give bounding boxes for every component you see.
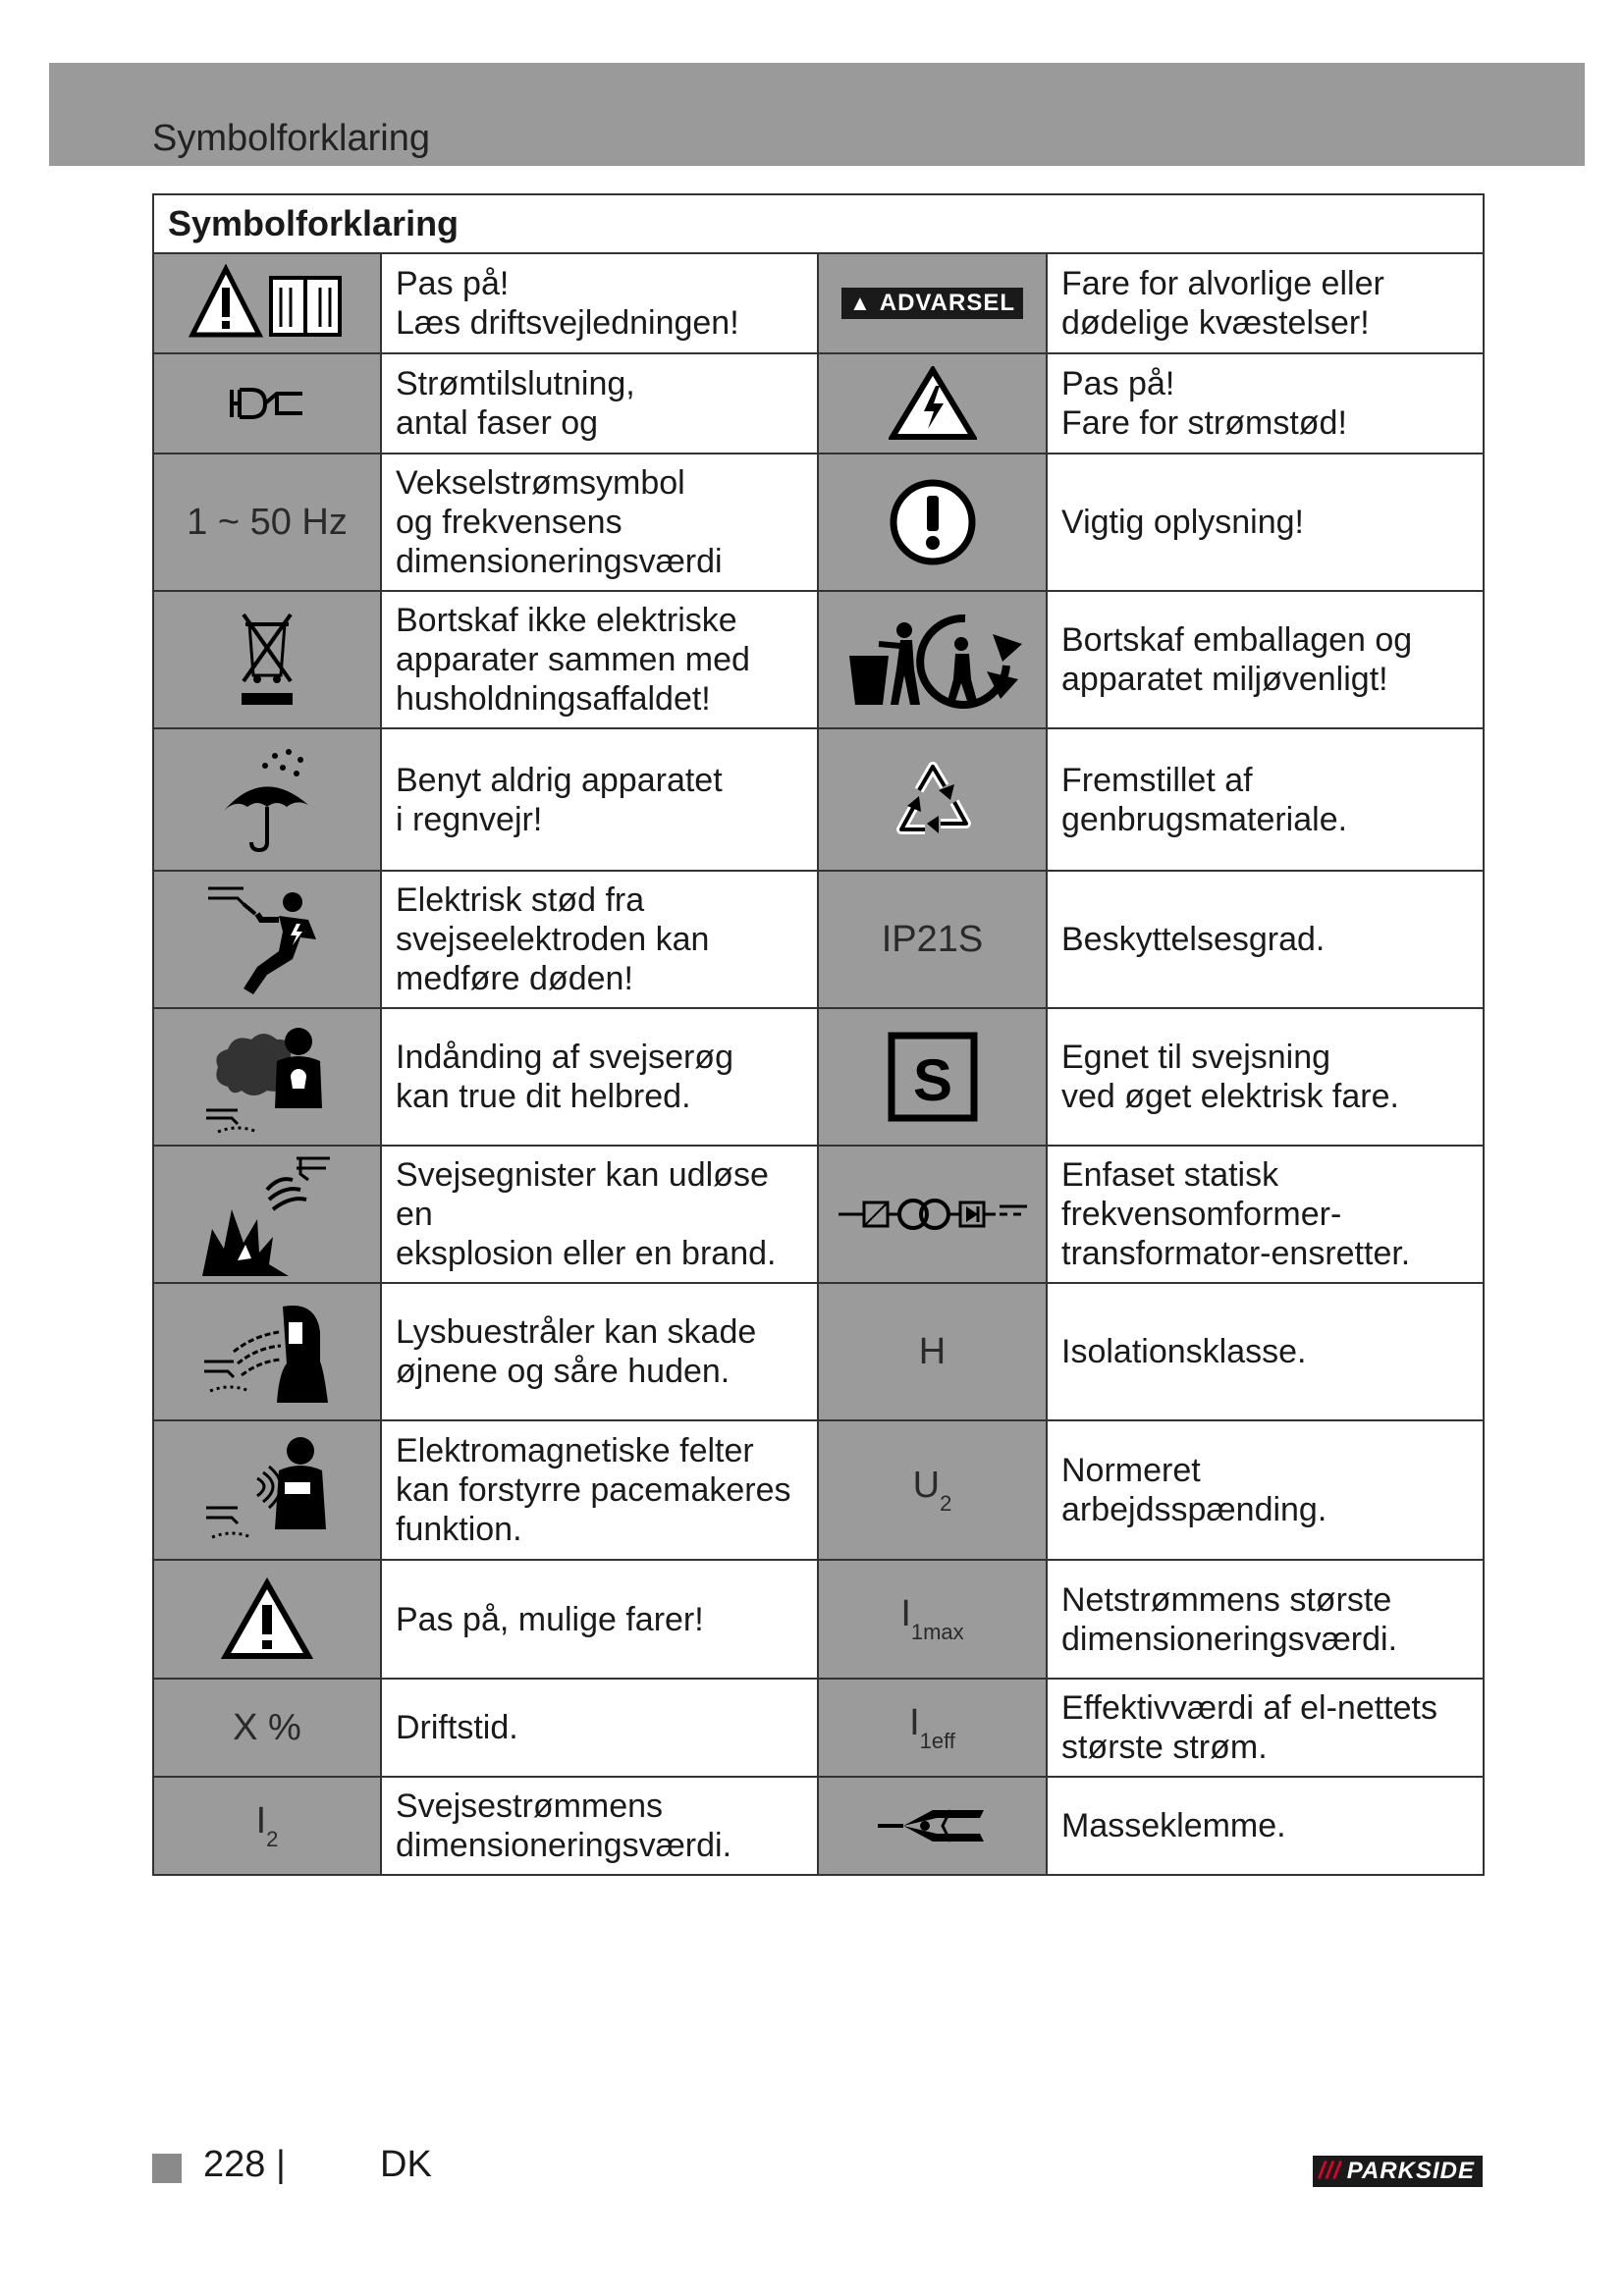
cell-text: Beskyttelsesgrad. <box>1047 871 1484 1008</box>
table-row <box>153 728 1484 871</box>
cell-text: Enfaset statisk frekvensomformer- transformator-ensretter. <box>1047 1146 1484 1283</box>
electric-shock-warning-icon <box>818 353 1047 454</box>
frequency-converter-icon <box>818 1146 1047 1283</box>
cell-text: Pas på, mulige farer! <box>381 1560 818 1679</box>
brand-logo: /// PARKSIDE <box>1313 2156 1483 2187</box>
cell-text: Pas på! Læs driftsvejledningen! <box>381 253 818 353</box>
table-row <box>153 253 1484 353</box>
table-row <box>153 454 1484 591</box>
page-number: 228 | <box>203 2144 286 2185</box>
ac-frequency-symbol: 1 ~ 50 Hz <box>153 454 381 591</box>
cell-text: Normeret arbejdsspænding. <box>1047 1420 1484 1560</box>
header-band <box>49 63 1585 166</box>
table-row <box>153 1008 1484 1146</box>
umbrella-rain-icon <box>153 728 381 871</box>
general-warning-icon <box>153 1560 381 1679</box>
cell-text: Benyt aldrig apparatet i regnvejr! <box>381 728 818 871</box>
table-row <box>153 871 1484 1008</box>
duty-cycle-symbol: X % <box>153 1679 381 1777</box>
table-row <box>153 1679 1484 1777</box>
footer-marker <box>152 2154 182 2183</box>
cell-text: Fare for alvorlige eller dødelige kvæstelser! <box>1047 253 1484 353</box>
weee-bin-icon <box>153 591 381 728</box>
cell-text: Egnet til svejsning ved øget elektrisk fare. <box>1047 1008 1484 1146</box>
cell-text: Vigtig oplysning! <box>1047 454 1484 591</box>
advarsel-badge: ▲ ADVARSEL <box>818 253 1047 353</box>
max-mains-current-symbol: $I_{1max}$ <box>818 1560 1047 1679</box>
cell-text: Svejsegnister kan udløse en eksplosion eller en brand. <box>381 1146 818 1283</box>
cell-text: Indånding af svejserøg kan true dit helbred. <box>381 1008 818 1146</box>
cell-text: Bortskaf emballagen og apparatet miljøvenligt! <box>1047 591 1484 728</box>
arc-rays-icon <box>153 1283 381 1420</box>
cell-text: Isolationsklasse. <box>1047 1283 1484 1420</box>
table-row <box>153 353 1484 454</box>
page-footer <box>152 2140 1483 2199</box>
table-row <box>153 1283 1484 1420</box>
earth-clamp-icon <box>818 1777 1047 1875</box>
symbol-table <box>152 193 1485 1876</box>
table-row <box>153 591 1484 728</box>
electrode-shock-icon <box>153 871 381 1008</box>
s-letter: S <box>912 1047 952 1113</box>
table-title: Symbolforklaring <box>153 194 1484 253</box>
pacemaker-emf-icon <box>153 1420 381 1560</box>
warning-icon: ▲ <box>848 291 872 315</box>
insulation-class-symbol: H <box>818 1283 1047 1420</box>
important-info-icon <box>818 454 1047 591</box>
cell-text: Lysbuestråler kan skade øjnene og såre huden. <box>381 1283 818 1420</box>
cell-text: Vekselstrømsymbol og frekvensens dimensioneringsværdi <box>381 454 818 591</box>
cell-text: Bortskaf ikke elektriske apparater sammen med husholdningsaffaldet! <box>381 591 818 728</box>
sparks-explosion-icon <box>153 1146 381 1283</box>
table-row <box>153 1560 1484 1679</box>
page-title: Symbolforklaring <box>152 118 430 159</box>
protection-class-symbol: IP21S <box>818 871 1047 1008</box>
table-row <box>153 1146 1484 1283</box>
power-plug-icon <box>153 353 381 454</box>
warning-manual-icon <box>153 253 381 353</box>
s-symbol-box <box>818 1008 1047 1146</box>
cell-text: Pas på! Fare for strømstød! <box>1047 353 1484 454</box>
cell-text: Masseklemme. <box>1047 1777 1484 1875</box>
cell-text: Netstrømmens største dimensioneringsværdi. <box>1047 1560 1484 1679</box>
cell-text: Elektrisk stød fra svejseelektroden kan medføre døden! <box>381 871 818 1008</box>
cell-text: Driftstid. <box>381 1679 818 1777</box>
cell-text: Svejsestrømmens dimensioneringsværdi. <box>381 1777 818 1875</box>
effective-current-symbol: $I_{1eff}$ <box>818 1679 1047 1777</box>
recycle-icon <box>818 728 1047 871</box>
language-code: DK <box>380 2144 432 2185</box>
rated-voltage-symbol: $U_2$ <box>818 1420 1047 1560</box>
dispose-environmentally-icon <box>818 591 1047 728</box>
table-row <box>153 1777 1484 1875</box>
cell-text: Elektromagnetiske felter kan forstyrre pacemakeres funktion. <box>381 1420 818 1560</box>
cell-text: Effektivværdi af el-nettets største strøm. <box>1047 1679 1484 1777</box>
cell-text: Fremstillet af genbrugsmateriale. <box>1047 728 1484 871</box>
welding-current-symbol: $I_2$ <box>153 1777 381 1875</box>
cell-text: Strømtilslutning, antal faser og <box>381 353 818 454</box>
welding-fumes-icon <box>153 1008 381 1146</box>
table-row <box>153 1420 1484 1560</box>
